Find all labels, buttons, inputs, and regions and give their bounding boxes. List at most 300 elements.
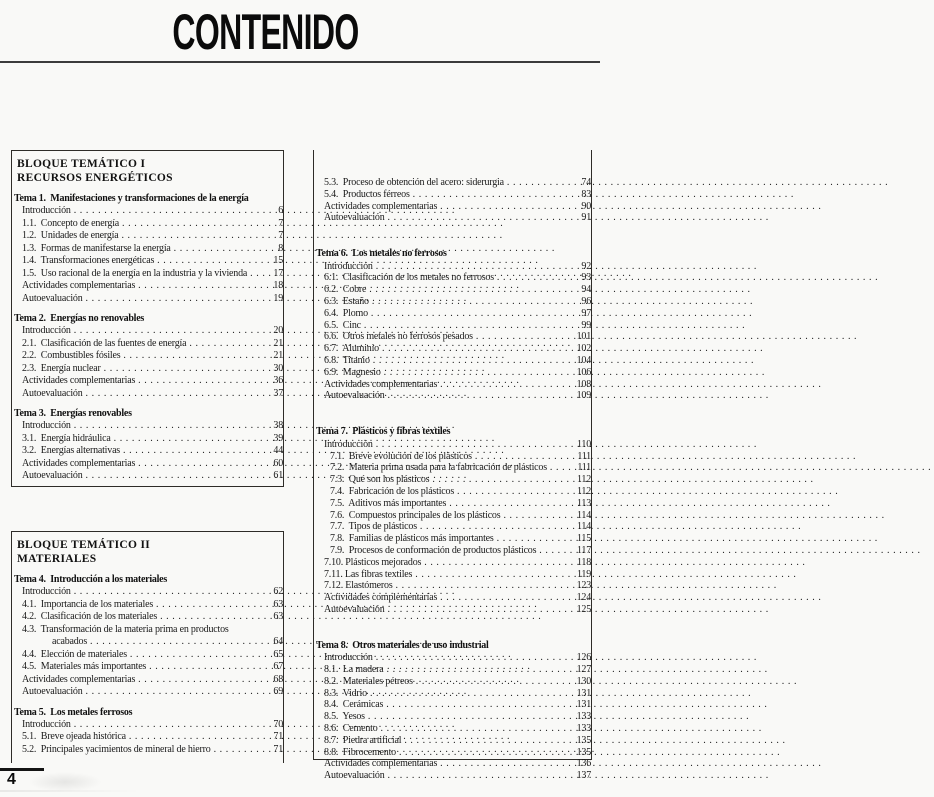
toc-page-number: 113	[576, 497, 591, 509]
toc-box-right	[313, 150, 592, 782]
toc-entry	[12, 243, 283, 256]
toc-entry	[314, 557, 591, 569]
toc-entry	[314, 212, 591, 224]
toc-page-number: 124	[576, 592, 591, 604]
toc-entry-label: 6.7. Aluminio	[324, 343, 379, 355]
toc-page-number: 114	[576, 521, 591, 533]
toc-entry-label: Introducción	[22, 205, 71, 216]
dot-leader	[413, 189, 574, 200]
toc-page-number: 7	[278, 217, 283, 229]
toc-entry-label: 5.1. Breve ojeada histórica	[22, 731, 126, 742]
toc-entry	[12, 218, 283, 231]
toc-entry	[12, 293, 283, 306]
toc-page-number: 90	[581, 200, 591, 212]
toc-entry-label: Actividades complementarias	[22, 375, 136, 386]
toc-entry	[12, 420, 283, 433]
toc-entry	[12, 731, 283, 744]
dot-leader	[138, 458, 266, 469]
toc-entry	[314, 462, 591, 474]
dot-leader	[386, 699, 574, 710]
toc-entry-label: 5.3. Proceso de obtención del acero: siderurgia	[324, 177, 504, 188]
toc-page-number: 68	[273, 673, 283, 685]
toc-page-number: 63	[273, 598, 283, 610]
dot-leader	[373, 355, 574, 366]
dot-leader	[160, 611, 266, 622]
dot-leader	[149, 661, 266, 672]
dot-leader	[370, 688, 574, 699]
dot-leader	[440, 379, 574, 390]
toc-entry-label: 7.1. Breve evolución de los plásticos	[330, 450, 472, 462]
toc-entry	[314, 486, 591, 498]
tema-section	[12, 312, 283, 400]
toc-page-number: 94	[581, 284, 591, 296]
toc-page-number: 19	[273, 292, 283, 304]
tema-title: Tema 8. Otros materiales de uso industrial	[316, 639, 489, 651]
toc-entry	[12, 611, 283, 624]
dot-leader	[130, 649, 266, 660]
toc-entry	[12, 661, 283, 674]
toc-entry-label: Autoevaluación	[324, 603, 385, 615]
toc-entry	[314, 688, 591, 700]
toc-page-number: 74	[581, 177, 591, 188]
toc-page-number: 135	[576, 734, 591, 746]
toc-entry-label: 5.4. Productos férreos	[324, 188, 410, 200]
toc-entry	[12, 624, 283, 637]
toc-entry-label: Introducción	[22, 586, 71, 597]
dot-leader	[399, 747, 574, 758]
toc-entry	[314, 261, 591, 273]
toc-entry	[12, 433, 283, 446]
toc-page-number: 36	[273, 375, 283, 386]
toc-entry-label: Actividades complementarias	[22, 673, 136, 685]
toc-entry	[12, 674, 283, 687]
page-title: CONTENIDO	[171, 4, 359, 60]
dot-leader	[384, 367, 574, 378]
toc-entry	[314, 723, 591, 735]
dot-leader	[440, 592, 574, 603]
toc-entry	[314, 592, 591, 604]
toc-entry-label: 7.12. Elastómeros	[324, 580, 393, 592]
dot-leader	[388, 604, 574, 615]
dot-leader	[121, 230, 266, 241]
toc-page-number: 20	[273, 325, 283, 336]
dot-leader	[138, 280, 266, 291]
dot-leader	[388, 212, 574, 223]
toc-entry-label: 4.4. Elección de materiales	[22, 648, 127, 660]
toc-entry-label: 6.2. Cobre	[324, 284, 367, 296]
dot-leader	[214, 744, 266, 755]
toc-entry	[314, 355, 591, 367]
tema-title: Tema 4. Introducción a los materiales	[14, 574, 167, 585]
tema-section	[314, 248, 591, 402]
toc-entry-label: Autoevaluación	[324, 212, 385, 224]
toc-entry-label: 6.6. Otros metales no ferrosos pesados	[324, 331, 473, 343]
toc-page-number: 104	[576, 355, 591, 367]
paper-smudge	[28, 772, 102, 792]
page-number: 4	[7, 771, 16, 788]
toc-entry	[12, 636, 283, 649]
toc-entry	[12, 458, 283, 471]
toc-page-number: 30	[273, 362, 283, 374]
dot-leader	[90, 636, 266, 647]
dot-leader	[138, 674, 266, 685]
toc-entry-label: Introducción	[22, 325, 71, 336]
toc-box-bloque-1	[11, 150, 284, 487]
toc-entry	[314, 652, 591, 664]
toc-entry-label: 7.8. Familias de plásticos más importantes	[330, 533, 494, 545]
dot-leader	[376, 652, 574, 663]
dot-leader	[507, 177, 574, 188]
toc-page-number: 17	[273, 267, 283, 279]
toc-page-number: 115	[576, 533, 591, 545]
toc-page-number: 101	[576, 331, 591, 343]
toc-page-number: 71	[273, 731, 283, 742]
toc-entry-label: 7.4. Fabricación de los plásticos	[330, 485, 455, 497]
toc-page-number: 71	[273, 743, 283, 755]
toc-page-number: 133	[576, 722, 591, 734]
toc-page-number: 126	[576, 652, 591, 664]
toc-entry	[314, 569, 591, 581]
toc-page-number: 137	[576, 770, 591, 782]
toc-entry-label: 7.7. Tipos de plásticos	[330, 521, 417, 533]
dot-leader	[424, 557, 574, 568]
toc-entry	[314, 699, 591, 711]
dot-leader	[86, 686, 266, 697]
dot-leader	[86, 470, 266, 481]
paper-streak	[0, 790, 140, 792]
toc-entry	[12, 230, 283, 243]
toc-entry-label: 2.2. Combustibles fósiles	[22, 350, 121, 361]
toc-entry-label: Autoevaluación	[324, 770, 385, 782]
toc-page-number: 135	[576, 746, 591, 758]
toc-entry-label: 6.1. Clasificación de los metales no ferrosos	[324, 272, 494, 284]
toc-entry	[12, 268, 283, 281]
toc-entry-label: 1.2. Unidades de energía	[22, 230, 119, 241]
toc-entry	[314, 284, 591, 296]
toc-entry-label: 8.1. La madera	[324, 664, 384, 675]
toc-entry-label: 6.5. Cinc	[324, 319, 361, 331]
toc-entry	[314, 770, 591, 782]
toc-entry	[12, 586, 283, 599]
toc-entry-label: 2.1. Clasificación de las fuentes de energía	[22, 337, 187, 349]
toc-entry	[12, 470, 283, 483]
tema-title: Tema 1. Manifestaciones y transformaciones de la energía	[14, 193, 249, 204]
toc-entry	[12, 255, 283, 268]
toc-entry-label: 7.3. Qué son los plásticos	[330, 474, 430, 486]
dot-leader	[381, 723, 574, 734]
toc-entry-label: 8.7. Piedra artificial	[324, 734, 402, 746]
tema-section	[314, 177, 591, 224]
toc-page-number: 123	[576, 580, 591, 592]
toc-entry	[12, 205, 283, 218]
toc-entry-label: 8.3. Vidrio	[324, 687, 367, 699]
toc-entry	[314, 580, 591, 592]
dot-leader	[388, 770, 574, 781]
toc-entry	[314, 201, 591, 213]
toc-entry	[12, 280, 283, 293]
toc-page-number: 21	[273, 337, 283, 349]
toc-entry	[314, 758, 591, 770]
toc-page-number: 62	[273, 586, 283, 597]
toc-page-number: 110	[576, 438, 591, 450]
toc-page-number: 96	[581, 296, 591, 308]
toc-entry	[314, 189, 591, 201]
toc-entry-label: Introducción	[22, 420, 71, 431]
toc-entry	[314, 521, 591, 533]
dot-leader	[497, 272, 574, 283]
toc-entry-label: 6.9. Magnesio	[324, 366, 381, 378]
toc-entry-label: 6.3. Estaño	[324, 296, 369, 308]
toc-entry-label: 7.11. Las fibras textiles	[324, 568, 413, 580]
toc-entry	[12, 649, 283, 662]
toc-entry	[12, 350, 283, 363]
toc-entry-label: Autoevaluación	[324, 390, 385, 402]
toc-page-number: 15	[273, 255, 283, 266]
toc-entry	[12, 744, 283, 757]
toc-entry-label: 6.4. Plomo	[324, 307, 368, 319]
toc-entry-label: 2.3. Energía nuclear	[22, 362, 101, 374]
toc-entry-label: Introducción	[324, 260, 373, 272]
toc-entry	[314, 474, 591, 486]
toc-entry	[314, 272, 591, 284]
toc-entry	[314, 604, 591, 616]
toc-entry	[12, 375, 283, 388]
toc-page-number: 118	[576, 556, 591, 568]
toc-page-number: 60	[273, 457, 283, 469]
toc-entry	[314, 664, 591, 676]
toc-entry	[12, 599, 283, 612]
dot-leader	[364, 320, 574, 331]
toc-page-number: 119	[576, 568, 591, 580]
dot-leader	[157, 255, 266, 266]
toc-page-number: 93	[581, 272, 591, 284]
toc-entry	[314, 545, 591, 557]
toc-page-number: 21	[273, 350, 283, 361]
page-header	[0, 0, 600, 60]
toc-entry-label: 4.5. Materiales más importantes	[22, 661, 147, 672]
toc-entry	[314, 320, 591, 332]
toc-page-number: 91	[581, 212, 591, 224]
toc-page-number: 108	[576, 378, 591, 390]
tema-title: Tema 5. Los metales ferrosos	[14, 706, 133, 718]
dot-leader	[174, 243, 266, 254]
toc-entry-label: Actividades complementarias	[324, 758, 438, 770]
toc-page-number: 70	[273, 718, 283, 730]
dot-leader	[104, 363, 266, 374]
toc-entry-label: Introducción	[324, 652, 373, 664]
toc-page-number: 117	[576, 544, 591, 556]
bloque-title-line: MATERIALES	[17, 553, 97, 565]
tema-section	[12, 192, 283, 305]
toc-entry-label: 8.2. Materiales pétreos	[324, 675, 413, 687]
toc-page-number: 64	[273, 636, 283, 647]
toc-entry	[12, 325, 283, 338]
toc-page-number: 8	[278, 242, 283, 254]
dot-leader	[382, 343, 574, 354]
toc-entry-label: Autoevaluación	[22, 387, 83, 399]
dot-leader	[376, 261, 574, 272]
toc-entry-label: Actividades complementarias	[324, 592, 438, 604]
toc-entry-label: 3.2. Energías alternativas	[22, 445, 120, 456]
dot-leader	[74, 586, 266, 597]
toc-entry-label: 7.10. Plásticos mejorados	[324, 556, 422, 568]
toc-page-number: 102	[576, 343, 591, 355]
dot-leader	[476, 331, 574, 342]
toc-entry-label: Introducción	[324, 438, 373, 450]
toc-entry	[12, 363, 283, 376]
dot-leader	[368, 711, 574, 722]
dot-leader	[372, 296, 574, 307]
toc-entry-label: 1.3. Formas de manifestarse la energía	[22, 242, 171, 254]
dot-leader	[74, 205, 266, 216]
toc-entry	[314, 367, 591, 379]
toc-page-number: 97	[581, 307, 591, 319]
toc-page-number: 61	[273, 470, 283, 481]
toc-entry-label: Actividades complementarias	[22, 280, 136, 291]
toc-entry-label: 7.9. Procesos de conformación de productos plásticos	[330, 544, 537, 556]
toc-entry	[314, 711, 591, 723]
toc-entry-label: Introducción	[22, 718, 71, 730]
dot-leader	[497, 533, 574, 544]
dot-leader	[189, 338, 266, 349]
bloque-header	[12, 156, 283, 185]
dot-leader	[550, 462, 574, 473]
dot-leader	[440, 201, 574, 212]
toc-entry	[314, 343, 591, 355]
toc-entry-label: 8.4. Cerámicas	[324, 699, 384, 711]
toc-entry-label: 4.2. Clasificación de los materiales	[22, 611, 158, 622]
toc-entry	[12, 388, 283, 401]
dot-leader	[123, 445, 266, 456]
toc-page-number: 7	[278, 230, 283, 241]
toc-page-number: 127	[576, 664, 591, 675]
dot-leader	[432, 474, 574, 485]
dot-leader	[129, 731, 266, 742]
tema-title: Tema 7. Plásticos y fibras textiles	[316, 426, 451, 438]
toc-page-number: 130	[576, 675, 591, 687]
toc-page-number: 38	[273, 420, 283, 431]
dot-leader	[503, 510, 574, 521]
toc-entry-label: 7.6. Compuestos principales de los plásticos	[330, 509, 501, 521]
toc-page-number: 69	[273, 686, 283, 697]
toc-entry-label: Autoevaluación	[22, 470, 83, 481]
toc-page-number: 67	[273, 661, 283, 672]
toc-page-number: 99	[581, 319, 591, 331]
bloque-title-line: BLOQUE TEMÁTICO I	[17, 158, 146, 170]
toc-page-number: 133	[576, 711, 591, 723]
dot-leader	[404, 735, 574, 746]
dot-leader	[449, 498, 574, 509]
dot-leader	[457, 486, 574, 497]
toc-entry-label: 7.2. Materia prima usada para la fabricación de plásticos	[330, 462, 547, 474]
tema-section	[12, 706, 283, 757]
dot-leader	[122, 218, 266, 229]
toc-entry-label: 1.4. Transformaciones energéticas	[22, 255, 155, 266]
dot-leader	[416, 676, 574, 687]
toc-entry-label: Actividades complementarias	[324, 200, 438, 212]
toc-entry	[314, 498, 591, 510]
toc-entry	[314, 439, 591, 451]
toc-entry	[314, 379, 591, 391]
toc-box-bloque-2	[11, 531, 284, 763]
toc-entry	[314, 676, 591, 688]
dot-leader	[74, 420, 266, 431]
tema-title: Tema 2. Energías no renovables	[14, 313, 145, 324]
toc-page-number: 131	[576, 699, 591, 711]
toc-entry-label: 8.8. Fibrocemento	[324, 746, 396, 758]
toc-page-number: 112	[576, 485, 591, 497]
dot-leader	[371, 308, 574, 319]
toc-page-number: 63	[273, 611, 283, 622]
toc-entry	[314, 331, 591, 343]
toc-entry	[314, 747, 591, 759]
dot-leader	[369, 284, 574, 295]
toc-entry-label: Actividades complementarias	[22, 457, 136, 469]
tema-title: Tema 6. Los metales no ferrosos	[316, 248, 447, 260]
toc-entry	[314, 177, 591, 189]
toc-page-number: 18	[273, 280, 283, 291]
bloque-header	[12, 537, 283, 566]
dot-leader	[475, 451, 574, 462]
toc-page-number: 114	[576, 509, 591, 521]
toc-entry-label: 6.8. Titanio	[324, 355, 370, 367]
dot-leader	[388, 390, 574, 401]
toc-entry-label: 7.5. Aditivos más importantes	[330, 497, 447, 509]
dot-leader	[250, 268, 266, 279]
toc-entry	[12, 338, 283, 351]
toc-entry	[12, 719, 283, 732]
toc-entry	[12, 686, 283, 699]
toc-page-number: 6	[278, 205, 283, 216]
toc-entry	[12, 445, 283, 458]
toc-page-number: 131	[576, 687, 591, 699]
bloque-title-line: BLOQUE TEMÁTICO II	[17, 539, 150, 551]
tema-title: Tema 3. Energías renovables	[14, 408, 132, 419]
toc-page-number: 106	[576, 366, 591, 378]
dot-leader	[114, 433, 266, 444]
toc-page-number: 125	[576, 603, 591, 615]
toc-entry	[314, 735, 591, 747]
dot-leader	[123, 350, 266, 361]
dot-leader	[440, 758, 574, 769]
tema-section	[12, 407, 283, 483]
toc-page-number: 136	[576, 758, 591, 770]
toc-page-number: 92	[581, 260, 591, 272]
toc-page-number: 112	[576, 474, 591, 486]
toc-entry	[314, 533, 591, 545]
dot-leader	[86, 388, 266, 399]
toc-entry-label: Autoevaluación	[22, 292, 83, 304]
toc-page-number: 111	[577, 462, 591, 474]
dot-leader	[138, 375, 266, 386]
toc-entry-label: 4.1. Importancia de los materiales	[22, 598, 154, 610]
toc-page-number: 37	[273, 387, 283, 399]
dot-leader	[156, 599, 266, 610]
dot-leader	[415, 569, 574, 580]
toc-page-number: 39	[273, 432, 283, 444]
toc-entry	[314, 308, 591, 320]
toc-entry-label: 1.5. Uso racional de la energía en la industria y la vivienda	[22, 267, 248, 279]
toc-entry	[314, 296, 591, 308]
dot-leader	[420, 521, 574, 532]
dot-leader	[376, 439, 574, 450]
tema-section	[314, 640, 591, 782]
toc-page-number: 65	[273, 648, 283, 660]
dot-leader	[74, 325, 266, 336]
toc-entry-label: 3.1. Energía hidráulica	[22, 432, 111, 444]
toc-entry-label: 8.5. Yesos	[324, 711, 365, 723]
bloque-title-line: RECURSOS ENERGÉTICOS	[17, 172, 173, 184]
